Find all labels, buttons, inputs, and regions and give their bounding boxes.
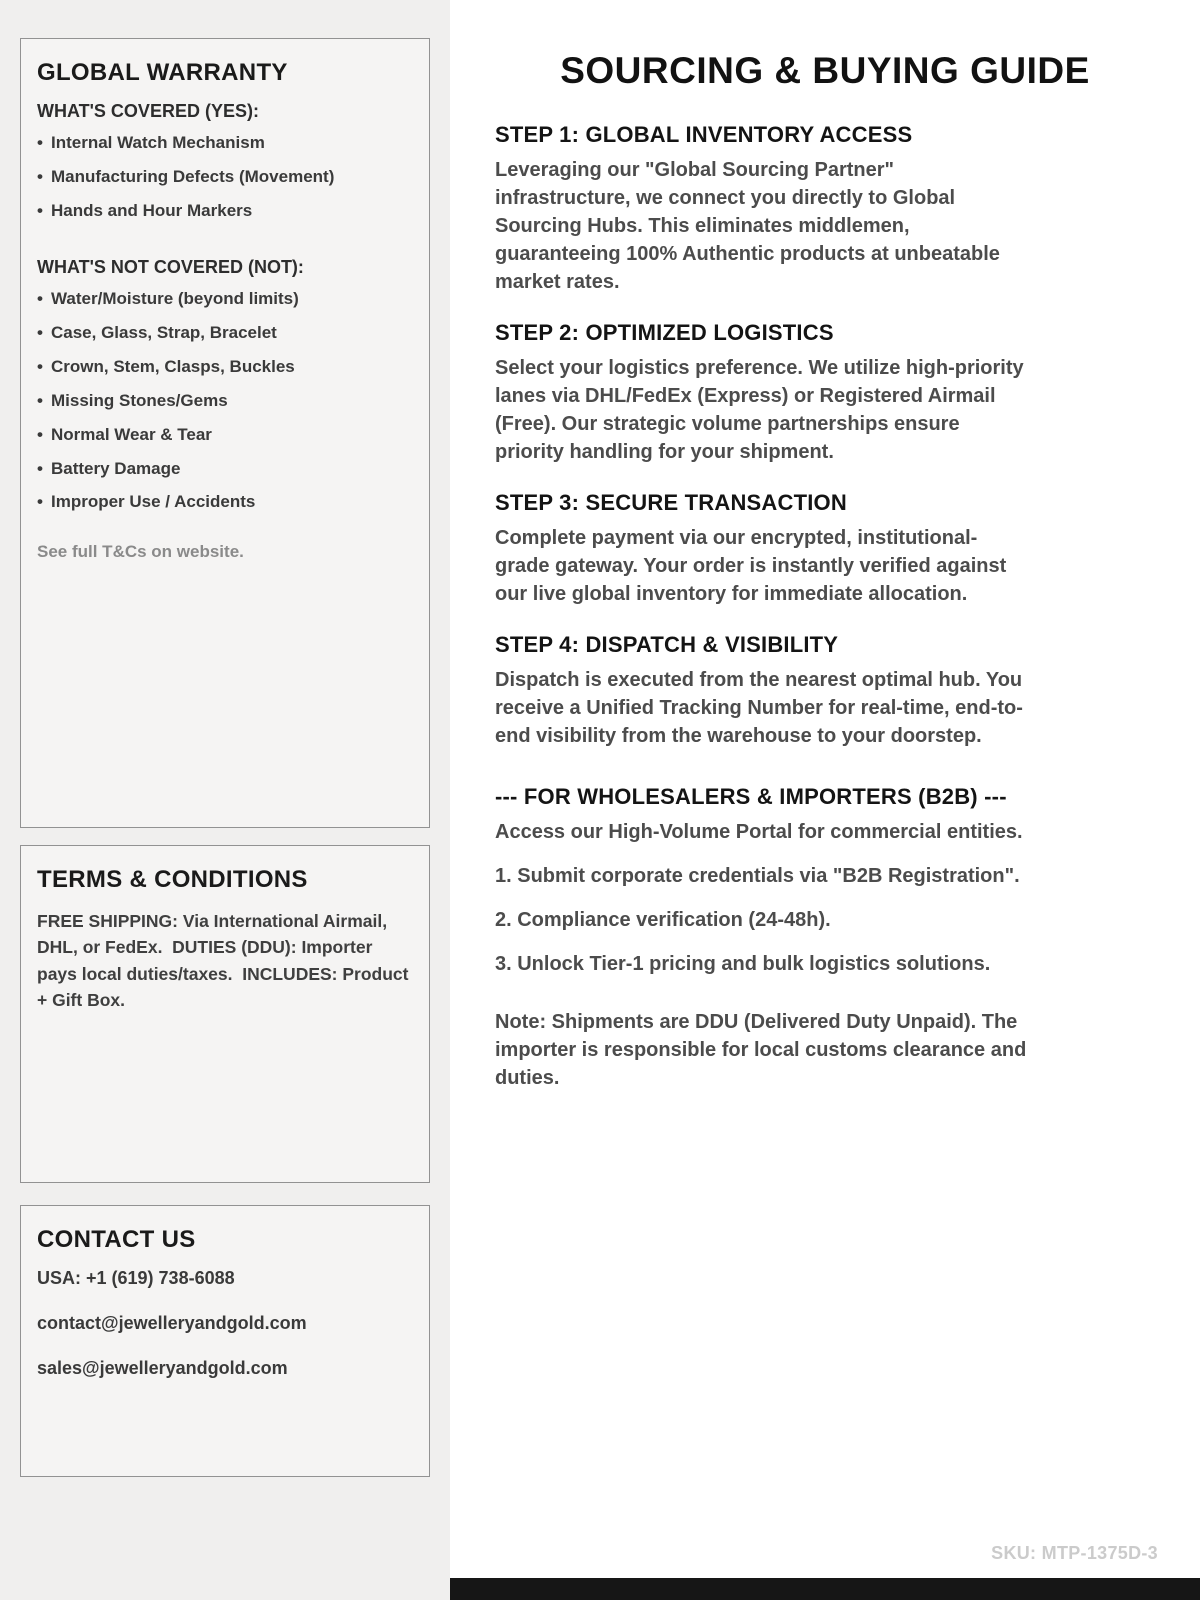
step-heading: STEP 3: SECURE TRANSACTION — [495, 490, 847, 515]
list-item: • Hands and Hour Markers — [37, 200, 413, 223]
b2b-item: 3. Unlock Tier-1 pricing and bulk logistics solutions. — [495, 953, 991, 975]
terms-box — [20, 845, 430, 1183]
contact-box — [20, 1205, 430, 1477]
step-body: Dispatch is executed from the nearest optimal hub. You receive a Unified Tracking Number for real-time, end-to-end visibility from the warehouse to your doorstep. — [495, 669, 1023, 747]
b2b-heading: --- FOR WHOLESALERS & IMPORTERS (B2B) --- — [495, 784, 1007, 809]
b2b-item: 1. Submit corporate credentials via "B2B Registration". — [495, 865, 1020, 887]
list-item: • Case, Glass, Strap, Bracelet — [37, 322, 413, 345]
bottom-bar — [450, 1578, 1200, 1600]
b2b-note: Note: Shipments are DDU (Delivered Duty Unpaid). The importer is responsible for local customs clearance and duties. — [495, 1011, 1027, 1089]
list-item: • Internal Watch Mechanism — [37, 132, 413, 155]
not-covered-heading: WHAT'S NOT COVERED (NOT): — [37, 256, 304, 277]
step-heading: STEP 4: DISPATCH & VISIBILITY — [495, 632, 839, 657]
step-2 — [495, 320, 1155, 466]
step-heading: STEP 1: GLOBAL INVENTORY ACCESS — [495, 122, 913, 147]
list-item: • Missing Stones/Gems — [37, 390, 413, 413]
terms-body: FREE SHIPPING: Via International Airmail, DHL, or FedEx. DUTIES (DDU): Importer pays local duties/taxes. INCLUDES: Product + Gift Box. — [37, 911, 414, 1010]
list-item: • Improper Use / Accidents — [37, 491, 413, 514]
list-item: • Manufacturing Defects (Movement) — [37, 166, 413, 189]
step-body: Select your logistics preference. We utilize high-priority lanes via DHL/FedEx (Express) or Registered Airmail (Free). Our strategic volume partnerships ensure priority handling for your shipment. — [495, 357, 1024, 463]
step-1 — [495, 122, 1155, 296]
terms-title: TERMS & CONDITIONS — [37, 866, 308, 893]
sku-label: SKU: MTP-1375D-3 — [991, 1543, 1158, 1563]
b2b-item: 2. Compliance verification (24-48h). — [495, 909, 831, 931]
warranty-footnote: See full T&Cs on website. — [37, 542, 244, 562]
step-heading: STEP 2: OPTIMIZED LOGISTICS — [495, 320, 834, 345]
list-item: • Normal Wear & Tear — [37, 424, 413, 447]
step-body: Leveraging our "Global Sourcing Partner" infrastructure, we connect you directly to Global Sourcing Hubs. This eliminates middlemen, guaranteeing 100% Authentic products at unbeatable market rates. — [495, 159, 1000, 293]
warranty-box — [20, 38, 430, 828]
list-item: • Battery Damage — [37, 458, 413, 481]
step-3 — [495, 490, 1155, 608]
not-covered-list — [37, 288, 413, 515]
main-content — [450, 0, 1200, 1600]
contact-title: CONTACT US — [37, 1226, 196, 1253]
list-item: • Crown, Stem, Clasps, Buckles — [37, 356, 413, 379]
b2b-section — [495, 784, 1155, 1092]
b2b-intro: Access our High-Volume Portal for commercial entities. — [495, 821, 1023, 843]
contact-sales-email: sales@jewelleryandgold.com — [37, 1358, 288, 1378]
list-item: • Water/Moisture (beyond limits) — [37, 288, 413, 311]
step-4 — [495, 632, 1155, 750]
covered-list — [37, 132, 413, 223]
step-body: Complete payment via our encrypted, institutional-grade gateway. Your order is instantly verified against our live global inventory for immediate allocation. — [495, 527, 1007, 605]
warranty-title: GLOBAL WARRANTY — [37, 59, 288, 86]
contact-email: contact@jewelleryandgold.com — [37, 1313, 307, 1333]
sidebar — [0, 0, 450, 1600]
contact-phone: USA: +1 (619) 738-6088 — [37, 1268, 235, 1288]
page-title: SOURCING & BUYING GUIDE — [560, 50, 1090, 91]
covered-heading: WHAT'S COVERED (YES): — [37, 101, 259, 121]
